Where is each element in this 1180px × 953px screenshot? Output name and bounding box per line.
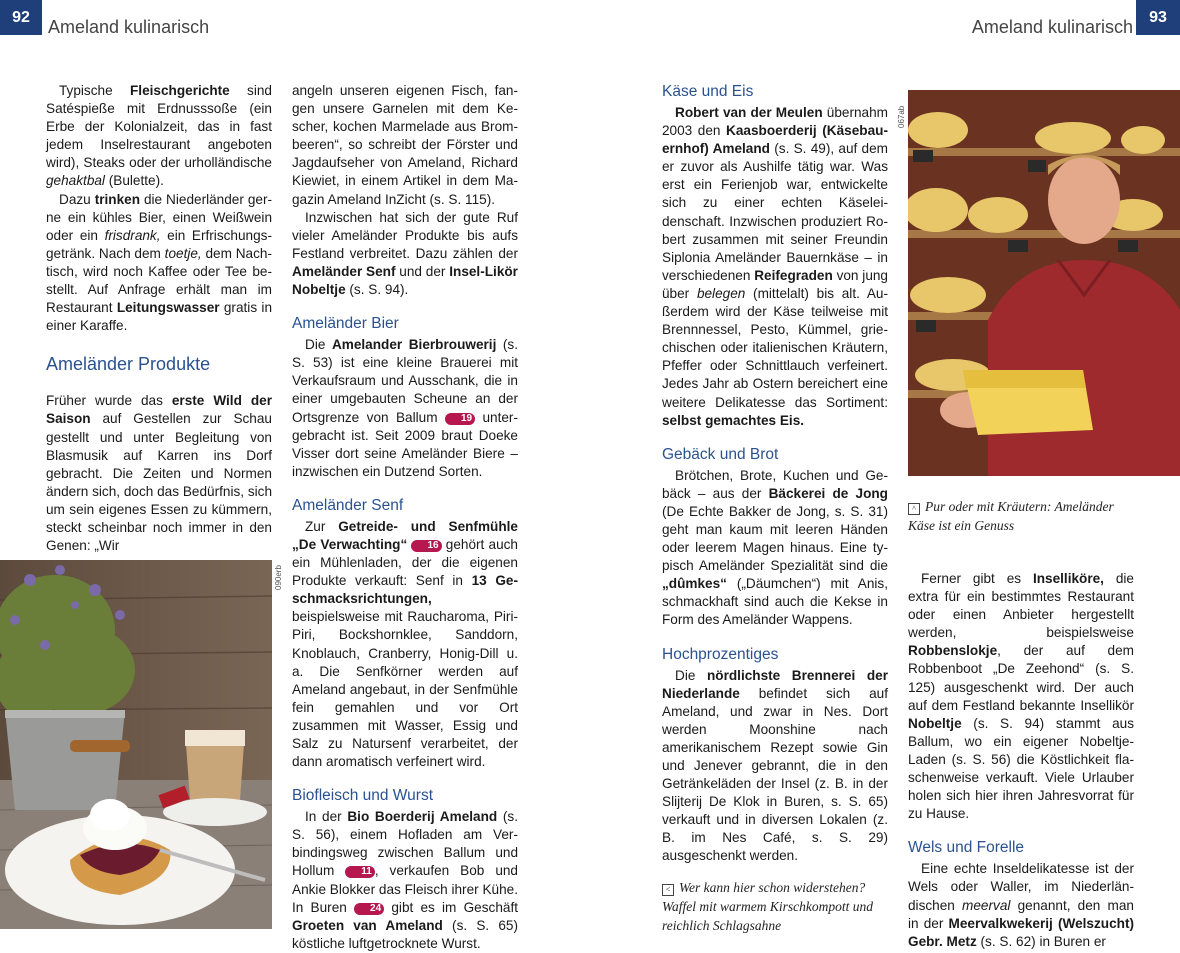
section-heading-produkte: Ameländer Produkte: [46, 354, 211, 375]
arrow-left-icon: <: [662, 884, 674, 896]
paragraph-likoere: Ferner gibt es Inselliköre, die extra für ein bestimmtes Restaurant oder einen Anbieter hergestellt werden, beispielsweise Robbenslokje, der auf dem Robbenboot „De Zeehond“ (s. S. 125) ausgeschenkt wird. Der auch auf dem Festland bekannte Insellikör Nobeltje (s. S. 94) stammt aus Ballum, wo ein eigener Nobeltje-Laden (s. S. 56) die Köstlichkeit flaschenweise verkauft. Viele Urlauber holen sich hier ihren Jahresvorrat für zu Hause.: [908, 571, 1134, 822]
caption-cheese-text: Pur oder mit Kräutern: Ameländer Käse ist ein Genuss: [908, 499, 1114, 533]
map-marker-badge: 16: [411, 540, 441, 552]
photo-credit-waffle: 090erb: [274, 565, 283, 590]
column-1: [46, 82, 272, 555]
photo-credit-cheese: 067ab: [897, 105, 906, 128]
running-head-left: Ameland kulinarisch: [48, 17, 210, 37]
column-4: [908, 570, 1134, 951]
paragraph-ruf: Inzwischen hat sich der gute Ruf vieler Ameländer Produkte bis aufs Festland verbreitet. Dazu zählen der Ameländer Senf und der Insel-Likör Nobeltje (s. S. 94).: [292, 209, 518, 298]
heading-senf: Ameländer Senf: [292, 496, 404, 514]
paragraph-bio: In der Bio Boerderij Ameland (s. S. 56), einem Hofladen am Verbindingsweg zwischen Ballum und Hollum 11 , verkaufen Bob und Ankie Blokker das Fleisch ihrer Kühe. In Buren 24 gibt es im Geschäft Groeten van Ameland (s. S. 65) köstliche luftgetrocknete Wurst.: [292, 809, 519, 951]
heading-wels: Wels und Forelle: [908, 839, 1025, 857]
paragraph-wels: Eine echte Inseldelikatesse ist der Wels oder Waller, im Niederländischen meerval genannt, den man in der Meervalkwekerij (Welszucht) Gebr. Metz (s. S. 62) in Buren er: [908, 861, 1134, 949]
caption-waffle: [662, 878, 888, 935]
column-2: [292, 82, 518, 953]
paragraph-fleisch: Typische Fleischgerichte sind Satéspieße mit Erdnusssoße (ein Erbe der Kolonialzeit, das in fast jedem Inselrestaurant angeboten wird), Steaks oder der urholländische gehaktbal (Bulette).: [46, 83, 272, 189]
caption-cheese: [908, 497, 1138, 535]
paragraph-bier: Die Amelander Bierbrouwerij (s. S. 53) ist eine kleine Brauerei mit Verkaufsraum und Ausschank, die in einer umgebauten Scheune an der Ortsgrenze von Ballum 19 untergebracht ist. Seit 2009 braut Doeke Visser dort seine Ameländer Biere – inzwischen ein Dutzend Sorten.: [292, 337, 518, 479]
heading-hochprozentiges: Hochprozentiges: [662, 645, 779, 663]
caption-waffle-text: Wer kann hier schon widerstehen? Waffel mit warmem Kirschkompott und reichlich Schlagsahne: [662, 880, 873, 933]
map-marker-badge: 19: [445, 413, 475, 425]
map-marker-badge: 24: [354, 903, 384, 915]
paragraph-angeln: angeln unseren eigenen Fisch, fangen unsere Garnelen mit dem Kescher, kochen Marmelade aus Brombeeren“, so schreibt der Förster und Jagdaufseher von Ameland, Richard Kiewiet, in einem Artikel in dem Magazin Ameland InZicht (s. S. 115).: [292, 83, 518, 207]
column-3: [662, 82, 888, 866]
running-head-right: Ameland kulinarisch: [971, 17, 1133, 37]
heading-bier: Ameländer Bier: [292, 315, 399, 333]
page-number-right: 93: [1136, 0, 1180, 35]
arrow-up-icon: ^: [908, 503, 920, 515]
heading-kaese: Käse und Eis: [662, 83, 754, 100]
paragraph-senf: Zur Getreide- und Senfmühle „De Verwachting“ 16 gehört auch ein Mühlenladen, der die eigenen Produkte verkauft: Senf in 13 Geschmacksrichtungen, beispielsweise mit Raucharoma, Piri-Piri, Bockshornklee, Sanddorn, Knoblauch, Cranberry, Honig-Dill u. a. Die Senfkörner werden auf Ameland angebaut, in der Senfmühle fein gemahlen und vor Ort zusammen mit Wasser, Essig und Salz zu Natursenf verarbeitet, der dann aromatisch verfeinert wird.: [292, 518, 519, 770]
page-number-left: 92: [0, 0, 42, 35]
paragraph-brot: Brötchen, Brote, Kuchen und Gebäck – aus der Bäckerei de Jong (De Echte Bakker de Jong, s. S. 31) geht man kaum mit leeren Händen oder leerem Magen hinaus. Eine typisch Ameländer Spezialität sind die „dûmkes“ („Däumchen“) mit Anis, schmackhaft sind auch die Kekse in Form des Ameländer Wappens.: [662, 467, 888, 628]
paragraph-trinken: Dazu trinken die Niederländer gerne ein kühles Bier, einen Weißwein oder ein frisdrank, ein Erfrischungsgetränk. Nach dem toetje, dem Nachtisch, wird noch Kaffee oder Tee bestellt. Auf Anfrage erhält man im Restaurant Leitungswasser gratis in einer Karaffe.: [46, 191, 273, 334]
cheese-farmer-photo: [908, 90, 1180, 476]
paragraph-hochprozentiges: Die nördlichste Brennerei der Niederlande befindet sich auf Ameland, und zwar in Nes. Dort werden Moonshine nach amerikanischem Rezept sowie Gin und Jenever gebrannt, die in den Getränkeläden der Insel (z. B. in der Slijterij De Klok in Buren, s. S. 65) verkauft und in diversen Lokalen (z. B. im Nes Café, s. S. 29) ausgeschenkt werden.: [662, 667, 888, 864]
paragraph-wild: Früher wurde das erste Wild der Saison auf Gestellen zur Schau gestellt und unter Begleitung von Blasmusik auf Karren ins Dorf gebracht. Die Zeiten und Normen ändern sich, doch das Bedürfnis, sich um sein eigenes Essen zu kümmern, steckt scheinbar noch immer in den Genen: „Wir: [46, 393, 272, 554]
waffle-coffee-photo: [0, 560, 272, 929]
map-marker-badge: 11: [345, 866, 375, 878]
heading-brot: Gebäck und Brot: [662, 445, 779, 463]
paragraph-kaese: Robert van der Meulen übernahm 2003 den Kaasboerderij (Käsebauernhof) Ameland (s. S. 49), auf dem er zuvor als Aushilfe tätig war. Was erst ein Ferienjob war, entwickelte sich zu einer echten Käseleidenschaft. Inzwischen produziert Robert zusammen mit seiner Freundin Siplonia Ameländer Bauernkäse – in verschiedenen Reifegraden von jung über belegen (mittelalt) bis alt. Außerdem wird der Käse teilweise mit Brennnessel, Pesto, Kümmel, griechischen oder italienischen Kräutern, Pfeffer oder Schnittlauch verfeinert. Jedes Jahr ab Ostern bereichert eine weitere Delikatesse das Sortiment: selbst gemachtes Eis.: [662, 105, 889, 428]
heading-bio: Biofleisch und Wurst: [292, 787, 433, 805]
